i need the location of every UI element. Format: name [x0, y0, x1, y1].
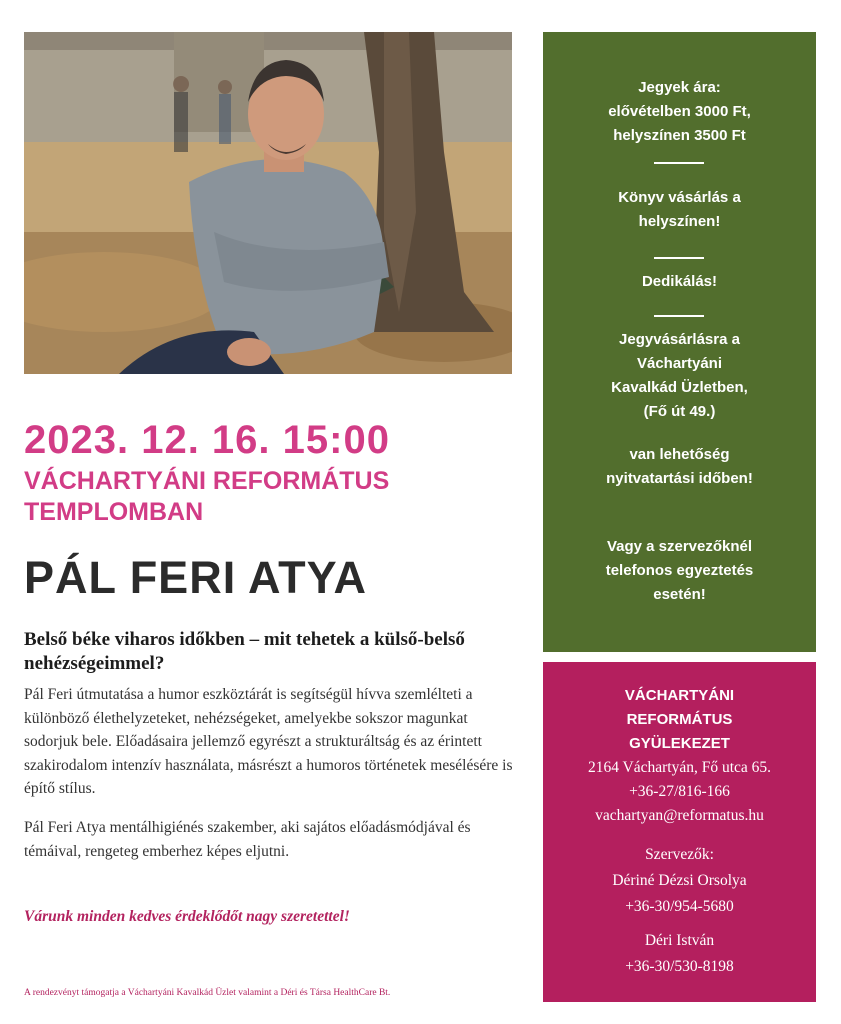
ticket-purchase-block: [543, 328, 816, 424]
congregation-line-1: VÁCHARTYÁNI: [624, 687, 735, 704]
buy-line-2: Váchartyáni: [636, 355, 723, 372]
price-onsite: helyszínen 3500 Ft: [613, 127, 746, 144]
open-line-1: van lehetőség: [629, 446, 730, 463]
description-paragraph: Pál Feri útmutatása a humor eszköztárát is segítségül hívva szemlélteti a különböző élethelyzeteket, nehézségeket, amelyekbe sokszor magunkat sodorjuk bele. Előadásaira jellemző egyrészt a strukturáltság és az érintett szakirodalom intenzív használata, másrészt a humoros történetek mesélésére is építő stílus.: [24, 686, 513, 797]
opening-hours-block: [543, 443, 816, 491]
org-line-3: esetén!: [653, 586, 706, 603]
signing-block: [543, 270, 816, 294]
organizer-1-name: Dériné Dézsi Orsolya: [612, 872, 747, 889]
buy-line-4: (Fő út 49.): [643, 403, 716, 420]
organizer-2-phone: +36-30/530-8198: [625, 958, 734, 975]
email[interactable]: vachartyan@reformatus.hu: [595, 807, 764, 824]
divider: [654, 162, 704, 164]
organizers: [543, 842, 816, 920]
phone: +36-27/816-166: [629, 783, 730, 800]
price-title: Jegyek ára:: [638, 79, 721, 96]
speaker-name: PÁL FERI ATYA: [24, 552, 368, 603]
book-line-1: Könyv vásárlás a: [618, 189, 741, 206]
book-sale-block: [543, 186, 816, 234]
organizer-1-phone: +36-30/954-5680: [625, 898, 734, 915]
organizer-contact-block: [543, 535, 816, 607]
price-presale: elővételben 3000 Ft,: [608, 103, 751, 120]
talk-subtitle: Belső béke viharos időkben – mit tehetek a külső-belső nehézségeimmel?: [24, 629, 465, 674]
ticket-info-panel: [543, 32, 816, 652]
welcome-message: Várunk minden kedves érdeklődőt nagy szeretettel!: [24, 908, 350, 925]
congregation-line-2: REFORMÁTUS: [626, 711, 733, 728]
event-venue: VÁCHARTYÁNI REFORMÁTUS TEMPLOMBAN: [24, 467, 390, 526]
speaker-bio-paragraph: Pál Feri Atya mentálhigiénés szakember, aki sajátos előadásmódjával és témáival, rengeteg emberhez képes eljutni.: [24, 819, 471, 860]
ticket-price-block: [543, 76, 816, 148]
congregation-line-3: GYÜLEKEZET: [629, 735, 730, 752]
event-date: 2023. 12. 16. 15:00: [24, 418, 390, 462]
speaker-photo-illustration: [24, 32, 512, 374]
congregation-name: [543, 684, 816, 756]
address: 2164 Váchartyán, Fő utca 65.: [587, 759, 772, 776]
open-line-2: nyitvatartási időben!: [606, 470, 753, 487]
buy-line-1: Jegyvásárlásra a: [619, 331, 740, 348]
sponsor-footnote: A rendezvényt támogatja a Váchartyáni Kavalkád Üzlet valamint a Déri és Társa HealthCare Bt.: [24, 988, 391, 998]
book-line-2: helyszínen!: [638, 213, 721, 230]
org-line-1: Vagy a szervezőknél: [606, 538, 753, 555]
buy-line-3: Kavalkád Üzletben,: [611, 379, 748, 396]
org-line-2: telefonos egyeztetés: [605, 562, 754, 579]
divider: [654, 315, 704, 317]
congregation-contact: [543, 756, 816, 828]
organizers-label: Szervezők:: [645, 846, 714, 863]
signing-text: Dedikálás!: [641, 273, 718, 290]
speaker-photo: [24, 32, 512, 374]
divider: [654, 257, 704, 259]
contact-panel: [543, 662, 816, 1002]
organizer-2-name: Déri István: [644, 932, 715, 949]
organizer-2: [543, 928, 816, 980]
